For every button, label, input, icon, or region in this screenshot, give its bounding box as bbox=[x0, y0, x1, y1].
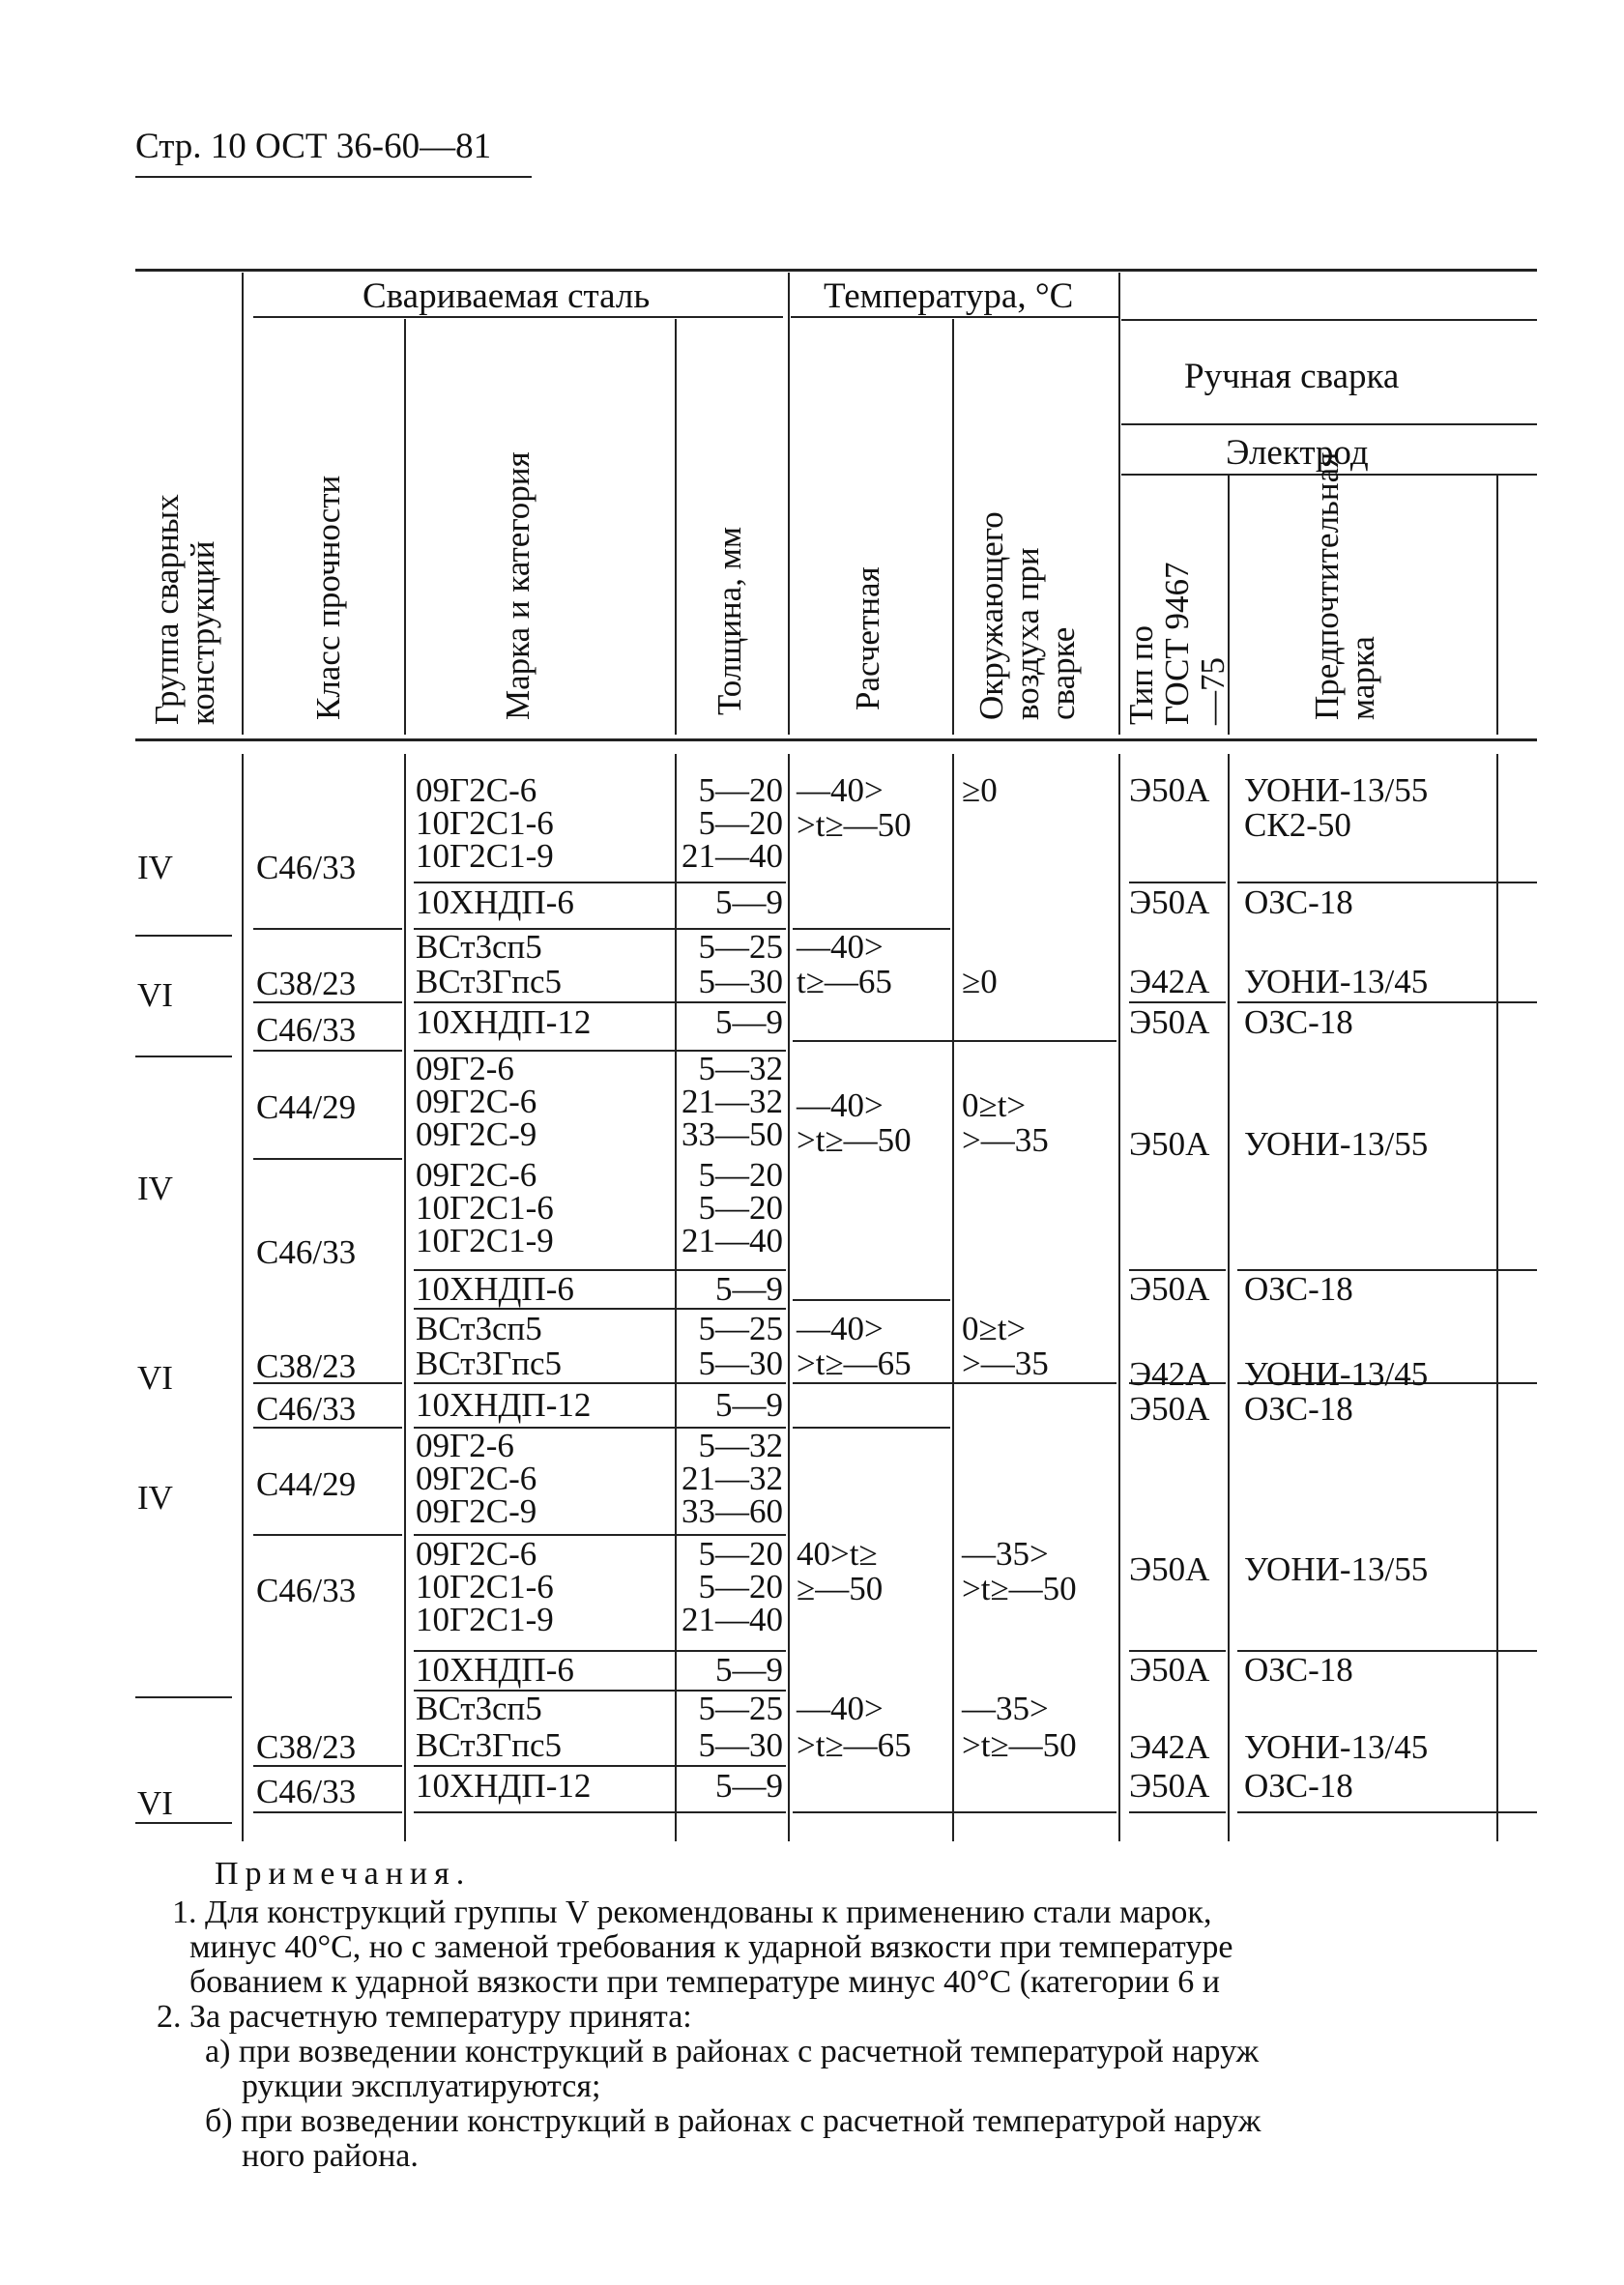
steel-grade: 10ХНДП-12 bbox=[416, 1386, 592, 1424]
thickness-value: 5—20 bbox=[698, 1535, 783, 1573]
thickness-value: 5—25 bbox=[698, 1690, 783, 1727]
group-header: Группа сварных конструкций bbox=[148, 494, 221, 725]
thickness-value: 5—32 bbox=[698, 1050, 783, 1087]
electrode-type: Э50А bbox=[1129, 1003, 1210, 1041]
t-calc-value: >t≥—65 bbox=[797, 1726, 912, 1764]
steel-grade: ВСт3сп5 bbox=[416, 1690, 542, 1727]
grade-header: Марка и категория bbox=[499, 451, 536, 720]
thickness-header: Толщина, мм bbox=[710, 527, 748, 715]
strength-class-header: Класс прочности bbox=[309, 475, 347, 720]
electrode-type: Э42А bbox=[1129, 1355, 1210, 1393]
electrode-type-header: Тип по ГОСТ 9467—75 bbox=[1122, 562, 1232, 725]
t-calc-value: —40> bbox=[797, 1086, 884, 1124]
t-ambient-value: 0≥t> bbox=[962, 1310, 1027, 1347]
electrode-brand: ОЗС-18 bbox=[1244, 1270, 1353, 1308]
group-label: IV bbox=[137, 1479, 173, 1517]
steel-grade: 09Г2-6 bbox=[416, 1427, 514, 1464]
table-top-rule bbox=[135, 269, 1537, 272]
t-ambient-header: Окружающего воздуха при сварке bbox=[972, 511, 1082, 720]
electrode-brand: УОНИ-13/45 bbox=[1244, 963, 1429, 1000]
right-header-rule bbox=[1121, 319, 1537, 321]
steel-grade: ВСт3Гпс5 bbox=[416, 1726, 563, 1764]
t-calc-value: —40> bbox=[797, 771, 884, 809]
thickness-value: 5—25 bbox=[698, 1310, 783, 1347]
t-calc-value: >t≥—50 bbox=[797, 806, 912, 844]
t-ambient-value: >—35 bbox=[962, 1345, 1049, 1382]
t-ambient-value: >t≥—50 bbox=[962, 1726, 1077, 1764]
electrode-brand: ОЗС-18 bbox=[1244, 1651, 1353, 1689]
strength-class: С44/29 bbox=[256, 1465, 357, 1503]
steel-grade: 10ХНДП-6 bbox=[416, 883, 574, 921]
strength-class: С38/23 bbox=[256, 1728, 357, 1766]
thickness-value: 21—40 bbox=[682, 1601, 783, 1638]
strength-class: С44/29 bbox=[256, 1088, 357, 1126]
thickness-value: 5—9 bbox=[715, 1651, 783, 1689]
t-ambient-value: ≥0 bbox=[962, 771, 998, 809]
thickness-value: 21—32 bbox=[682, 1083, 783, 1120]
steel-grade: 09Г2-6 bbox=[416, 1050, 514, 1087]
strength-class: С46/33 bbox=[256, 1233, 357, 1271]
thickness-value: 21—32 bbox=[682, 1460, 783, 1497]
t-ambient-value: —35> bbox=[962, 1690, 1049, 1727]
electrode-type: Э50А bbox=[1129, 1651, 1210, 1689]
thickness-value: 5—9 bbox=[715, 1003, 783, 1041]
strength-class: С46/33 bbox=[256, 1390, 357, 1428]
t-ambient-value: >t≥—50 bbox=[962, 1570, 1077, 1607]
note-line: 1. Для конструкций группы V рекомендованы к применению стали марок, bbox=[172, 1895, 1212, 1930]
thickness-value: 5—20 bbox=[698, 1568, 783, 1605]
steel-grade: 09Г2С-9 bbox=[416, 1492, 537, 1530]
thickness-value: 21—40 bbox=[682, 837, 783, 875]
electrode-brand: УОНИ-13/45 bbox=[1244, 1355, 1429, 1393]
steel-grade: 09Г2С-6 bbox=[416, 1156, 537, 1194]
electrode-type: Э50А bbox=[1129, 1270, 1210, 1308]
t-calc-value: —40> bbox=[797, 928, 884, 966]
t-calc-value: t≥—65 bbox=[797, 963, 892, 1000]
header-underline bbox=[135, 176, 532, 178]
steel-grade: 10Г2С1-6 bbox=[416, 804, 554, 842]
thickness-value: 5—9 bbox=[715, 883, 783, 921]
t-calc-value: >t≥—50 bbox=[797, 1121, 912, 1159]
t-calc-value: ≥—50 bbox=[797, 1570, 884, 1607]
note-line: б) при возведении конструкций в районах с расчетной температурой наруж bbox=[205, 2103, 1262, 2139]
electrode-type: Э42А bbox=[1129, 963, 1210, 1000]
electrode-type: Э50А bbox=[1129, 1125, 1210, 1163]
steel-grade: 09Г2С-6 bbox=[416, 771, 537, 809]
manual-welding-rule bbox=[1121, 423, 1537, 425]
thickness-value: 5—30 bbox=[698, 963, 783, 1000]
group-label: VI bbox=[137, 976, 173, 1014]
steel-grade: 10Г2С1-9 bbox=[416, 1222, 554, 1259]
steel-grade: 10Г2С1-9 bbox=[416, 1601, 554, 1638]
electrode-brand: УОНИ-13/45 bbox=[1244, 1728, 1429, 1766]
electrode-type: Э50А bbox=[1129, 1390, 1210, 1428]
t-calc-value: —40> bbox=[797, 1690, 884, 1727]
steel-grade: 10ХНДП-6 bbox=[416, 1270, 574, 1308]
electrode-brand: УОНИ-13/55 bbox=[1244, 1550, 1429, 1588]
thickness-value: 33—50 bbox=[682, 1115, 783, 1153]
steel-group-header: Свариваемая сталь bbox=[362, 276, 651, 316]
steel-grade: ВСт3Гпс5 bbox=[416, 963, 563, 1000]
electrode-brand: ОЗС-18 bbox=[1244, 1390, 1353, 1428]
thickness-value: 5—20 bbox=[698, 771, 783, 809]
group-label: VI bbox=[137, 1359, 173, 1397]
thickness-value: 5—30 bbox=[698, 1345, 783, 1382]
strength-class: С46/33 bbox=[256, 1572, 357, 1609]
steel-grade: 10ХНДП-12 bbox=[416, 1767, 592, 1805]
t-calc-value: 40>t≥ bbox=[797, 1535, 878, 1573]
electrode-type: Э50А bbox=[1129, 1550, 1210, 1588]
steel-grade: 10Г2С1-9 bbox=[416, 837, 554, 875]
thickness-value: 5—20 bbox=[698, 804, 783, 842]
electrode-brand-header: Предпочтительная марка bbox=[1308, 451, 1381, 720]
thickness-value: 33—60 bbox=[682, 1492, 783, 1530]
t-calc-value: >t≥—65 bbox=[797, 1345, 912, 1382]
notes-title: Примечания. bbox=[215, 1856, 472, 1892]
note-line: ного района. bbox=[242, 2138, 419, 2174]
group-label: VI bbox=[137, 1784, 173, 1822]
electrode-type: Э42А bbox=[1129, 1728, 1210, 1766]
electrode-brand: ОЗС-18 bbox=[1244, 883, 1353, 921]
steel-grade: 09Г2С-6 bbox=[416, 1535, 537, 1573]
steel-grade: 10Г2С1-6 bbox=[416, 1189, 554, 1227]
strength-class: С46/33 bbox=[256, 1773, 357, 1810]
t-ambient-value: 0≥t> bbox=[962, 1086, 1027, 1124]
electrode-brand: УОНИ-13/55 bbox=[1244, 1125, 1429, 1163]
thickness-value: 5—20 bbox=[698, 1156, 783, 1194]
electrode-type: Э50А bbox=[1129, 771, 1210, 809]
strength-class: С46/33 bbox=[256, 1011, 357, 1049]
group-label: IV bbox=[137, 1170, 173, 1207]
steel-grade: 10ХНДП-12 bbox=[416, 1003, 592, 1041]
t-calc-header: Расчетная bbox=[849, 566, 886, 710]
electrode-header: Электрод bbox=[1226, 433, 1369, 473]
header-bottom-rule bbox=[135, 738, 1537, 741]
t-calc-value: —40> bbox=[797, 1310, 884, 1347]
electrode-brand: ОЗС-18 bbox=[1244, 1003, 1353, 1041]
strength-class: С46/33 bbox=[256, 849, 357, 886]
electrode-type: Э50А bbox=[1129, 883, 1210, 921]
page-header: Стр. 10 ОСТ 36-60—81 bbox=[135, 127, 492, 166]
thickness-value: 5—25 bbox=[698, 928, 783, 966]
strength-class: С38/23 bbox=[256, 1347, 357, 1385]
steel-grade: 09Г2С-9 bbox=[416, 1115, 537, 1153]
t-ambient-value: >—35 bbox=[962, 1121, 1049, 1159]
note-line: минус 40°С, но с заменой требования к ударной вязкости при температуре bbox=[189, 1929, 1233, 1965]
thickness-value: 5—9 bbox=[715, 1386, 783, 1424]
note-line: бованием к ударной вязкости при температуре минус 40°С (категории 6 и bbox=[189, 1964, 1220, 2000]
steel-grade: ВСт3сп5 bbox=[416, 1310, 542, 1347]
steel-grade: 10Г2С1-6 bbox=[416, 1568, 554, 1605]
steel-grade: ВСт3Гпс5 bbox=[416, 1345, 563, 1382]
electrode-brand: ОЗС-18 bbox=[1244, 1767, 1353, 1805]
electrode-brand: УОНИ-13/55 bbox=[1244, 771, 1429, 809]
note-line: 2. За расчетную температуру принята: bbox=[157, 1999, 692, 2035]
strength-class: С38/23 bbox=[256, 965, 357, 1002]
thickness-value: 5—9 bbox=[715, 1270, 783, 1308]
thickness-value: 21—40 bbox=[682, 1222, 783, 1259]
steel-grade: 09Г2С-6 bbox=[416, 1460, 537, 1497]
thickness-value: 5—20 bbox=[698, 1189, 783, 1227]
note-line: рукции эксплуатируются; bbox=[242, 2068, 601, 2104]
electrode-type: Э50А bbox=[1129, 1767, 1210, 1805]
steel-grade: ВСт3сп5 bbox=[416, 928, 542, 966]
steel-grade: 10ХНДП-6 bbox=[416, 1651, 574, 1689]
t-ambient-value: ≥0 bbox=[962, 963, 998, 1000]
electrode-brand: СК2-50 bbox=[1244, 806, 1351, 844]
thickness-value: 5—9 bbox=[715, 1767, 783, 1805]
manual-welding-header: Ручная сварка bbox=[1184, 357, 1400, 396]
note-line: а) при возведении конструкций в районах с расчетной температурой наруж bbox=[205, 2034, 1260, 2069]
group-label: IV bbox=[137, 849, 173, 886]
t-ambient-value: —35> bbox=[962, 1535, 1049, 1573]
steel-grade: 09Г2С-6 bbox=[416, 1083, 537, 1120]
temperature-group-header: Температура, °С bbox=[824, 276, 1074, 316]
thickness-value: 5—32 bbox=[698, 1427, 783, 1464]
thickness-value: 5—30 bbox=[698, 1726, 783, 1764]
